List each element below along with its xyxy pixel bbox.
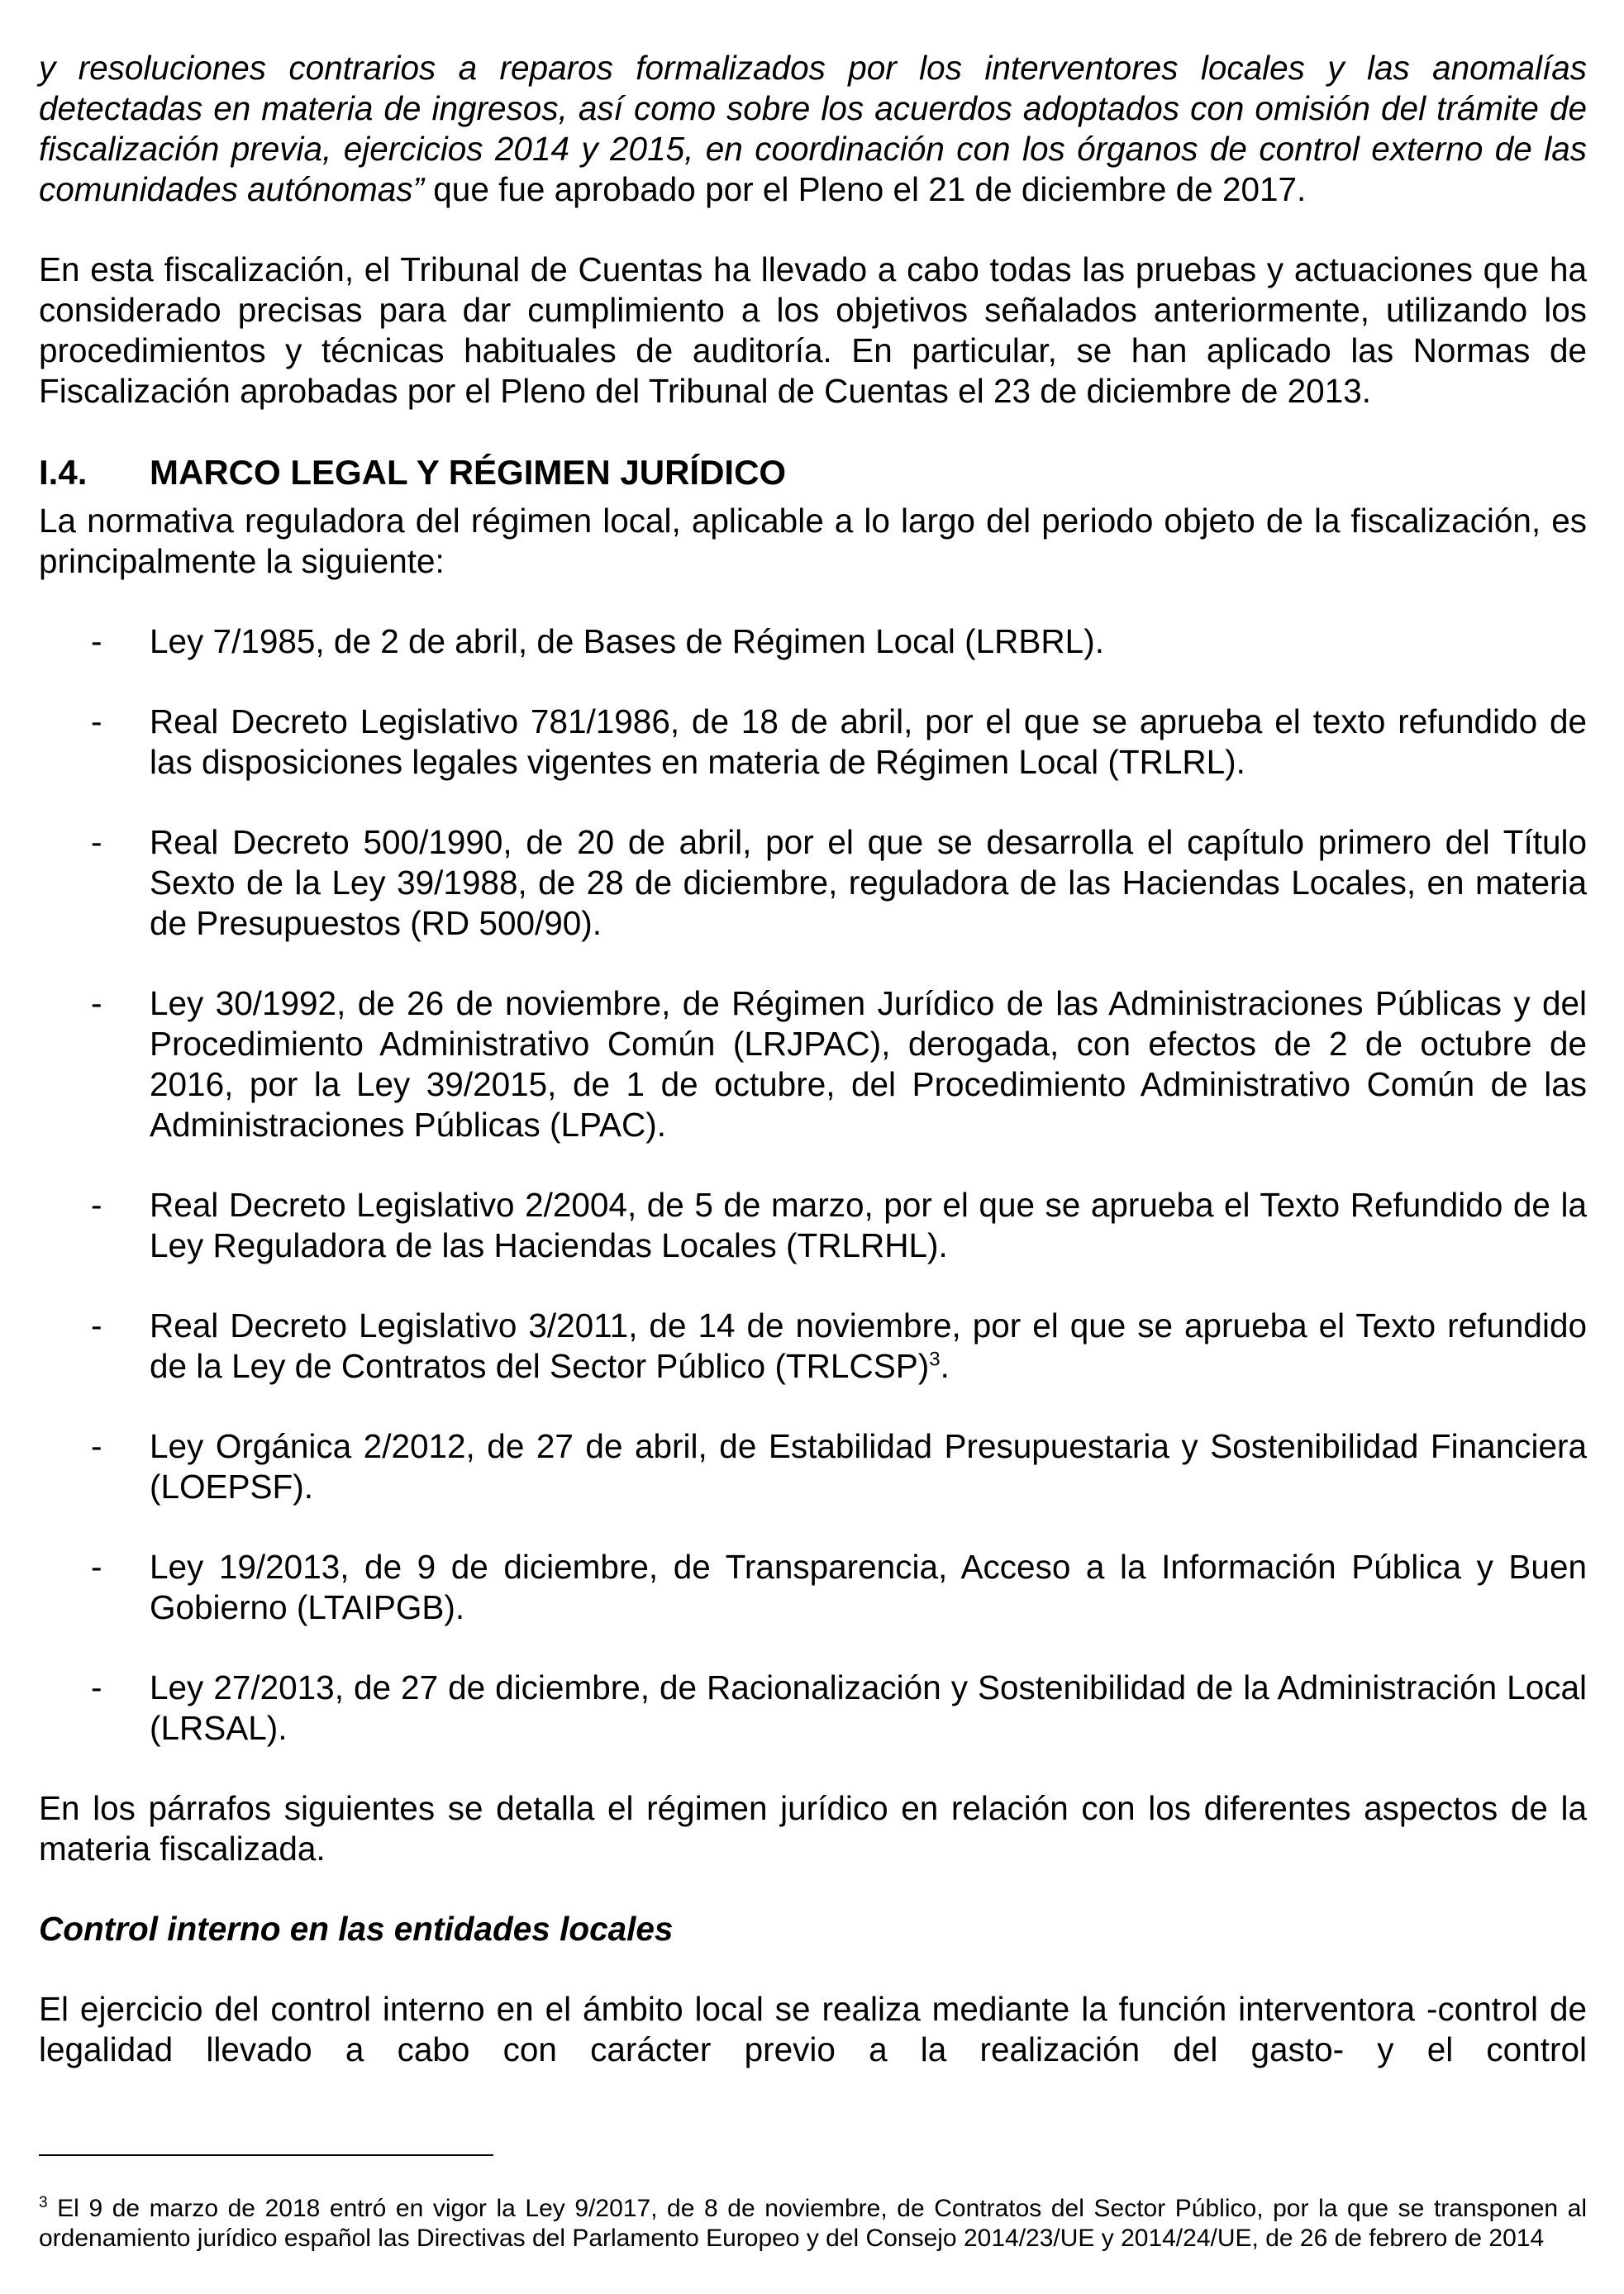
list-item	[39, 1426, 1587, 1507]
intro-paragraph	[39, 48, 1587, 210]
footnote-divider	[39, 2154, 493, 2156]
list-item-text-end: .	[940, 1347, 950, 1385]
list-item	[39, 1547, 1587, 1628]
list-dash: -	[91, 1668, 102, 1706]
list-dash: -	[91, 984, 102, 1022]
section-lead: La normativa reguladora del régimen local, aplicable a lo largo del periodo objeto de la fiscalización, es principalmente la siguiente:	[39, 502, 1587, 580]
list-item-text: Ley 30/1992, de 26 de noviembre, de Régimen Jurídico de las Administraciones Públicas y del Procedimiento Administrativo Común (LRJPAC), derogada, con efectos de 2 de octubre de 2016, por la Ley 39/2015, de 1 de octubre, del Procedimiento Administrativo Común de las Administraciones Públicas (LPAC).	[150, 984, 1587, 1144]
footnote	[39, 2194, 1587, 2254]
list-dash: -	[91, 702, 102, 740]
list-item	[39, 621, 1587, 662]
list-dash: -	[91, 1548, 102, 1586]
closing-paragraph: En los párrafos siguientes se detalla el régimen jurídico en relación con los diferentes aspectos de la materia fiscalizada.	[39, 1789, 1587, 1868]
list-item-text: Ley 7/1985, de 2 de abril, de Bases de Régimen Local (LRBRL).	[150, 622, 1104, 660]
footnote-marker: 3	[39, 2194, 48, 2211]
list-item-text: Ley 19/2013, de 9 de diciembre, de Transparencia, Acceso a la Información Pública y Buen Gobierno (LTAIPGB).	[150, 1548, 1587, 1626]
legal-list	[39, 621, 1587, 1749]
list-dash: -	[91, 1306, 102, 1345]
list-item-text: Ley Orgánica 2/2012, de 27 de abril, de Estabilidad Presupuestaria y Sostenibilidad Financiera (LOEPSF).	[150, 1427, 1587, 1506]
list-item-text: Real Decreto Legislativo 3/2011, de 14 de noviembre, por el que se aprueba el Texto refundido de la Ley de Contratos del Sector Público (TRLCSP)	[150, 1306, 1587, 1385]
list-item-text: Real Decreto Legislativo 781/1986, de 18 de abril, por el que se aprueba el texto refundido de las disposiciones legales vigentes en materia de Régimen Local (TRLRL).	[150, 702, 1587, 781]
list-item-text: Real Decreto 500/1990, de 20 de abril, por el que se desarrolla el capítulo primero del Título Sexto de la Ley 39/1988, de 28 de diciembre, reguladora de las Haciendas Locales, en materia de Presupuestos (RD 500/90).	[150, 823, 1587, 942]
intro-italic-text: y resoluciones contrarios a reparos formalizados por los interventores locales y las anomalías detectadas en materia de ingresos, así como sobre los acuerdos adoptados con omisión del trámite de fiscalización previa, ejercicios 2014 y 2015, en coordinación con los órganos de control externo de las comunidades autónomas”	[39, 49, 1587, 208]
list-item-text: Ley 27/2013, de 27 de diciembre, de Racionalización y Sostenibilidad de la Administración Local (LRSAL).	[150, 1668, 1587, 1747]
list-dash: -	[91, 622, 102, 660]
list-dash: -	[91, 823, 102, 861]
list-item-text-with-footnote	[150, 1306, 1587, 1387]
methodology-paragraph: En esta fiscalización, el Tribunal de Cuentas ha llevado a cabo todas las pruebas y actuaciones que ha considerado precisas para dar cumplimiento a los objetivos señalados anteriormente, utilizando los procedimientos y técnicas habituales de auditoría. En particular, se han aplicado las Normas de Fiscalización aprobadas por el Pleno del Tribunal de Cuentas el 23 de diciembre de 2013.	[39, 250, 1587, 410]
list-item-text: Real Decreto Legislativo 2/2004, de 5 de marzo, por el que se aprueba el Texto Refundido de la Ley Reguladora de las Haciendas Locales (TRLRHL).	[150, 1186, 1587, 1264]
list-item	[39, 1668, 1587, 1749]
list-dash: -	[91, 1427, 102, 1465]
list-item	[39, 1306, 1587, 1387]
footnote-text: El 9 de marzo de 2018 entró en vigor la Ley 9/2017, de 8 de noviembre, de Contratos del Sector Público, por la que se transponen al ordenamiento jurídico español las Directivas del Parlamento Europeo y del Consejo 2014/23/UE y 2014/24/UE, de 26 de febrero de 2014	[39, 2195, 1587, 2252]
section-heading	[39, 451, 1587, 494]
list-item	[39, 983, 1587, 1145]
subsection-title: Control interno en las entidades locales	[39, 1910, 674, 1948]
subsection-paragraph: El ejercicio del control interno en el ámbito local se realiza mediante la función interventora -control de legalidad llevado a cabo con carácter previo a la realización del gasto- y el control	[39, 1990, 1587, 2068]
section-number: I.4.	[39, 453, 88, 492]
list-item	[39, 822, 1587, 944]
list-item	[39, 702, 1587, 783]
intro-plain-text: que fue aprobado por el Pleno el 21 de diciembre de 2017.	[424, 170, 1307, 208]
list-dash: -	[91, 1186, 102, 1224]
footnote-reference[interactable]: 3	[929, 1348, 941, 1371]
section-title: MARCO LEGAL Y RÉGIMEN JURÍDICO	[150, 453, 787, 492]
document-page	[39, 48, 1587, 2070]
list-item	[39, 1185, 1587, 1266]
